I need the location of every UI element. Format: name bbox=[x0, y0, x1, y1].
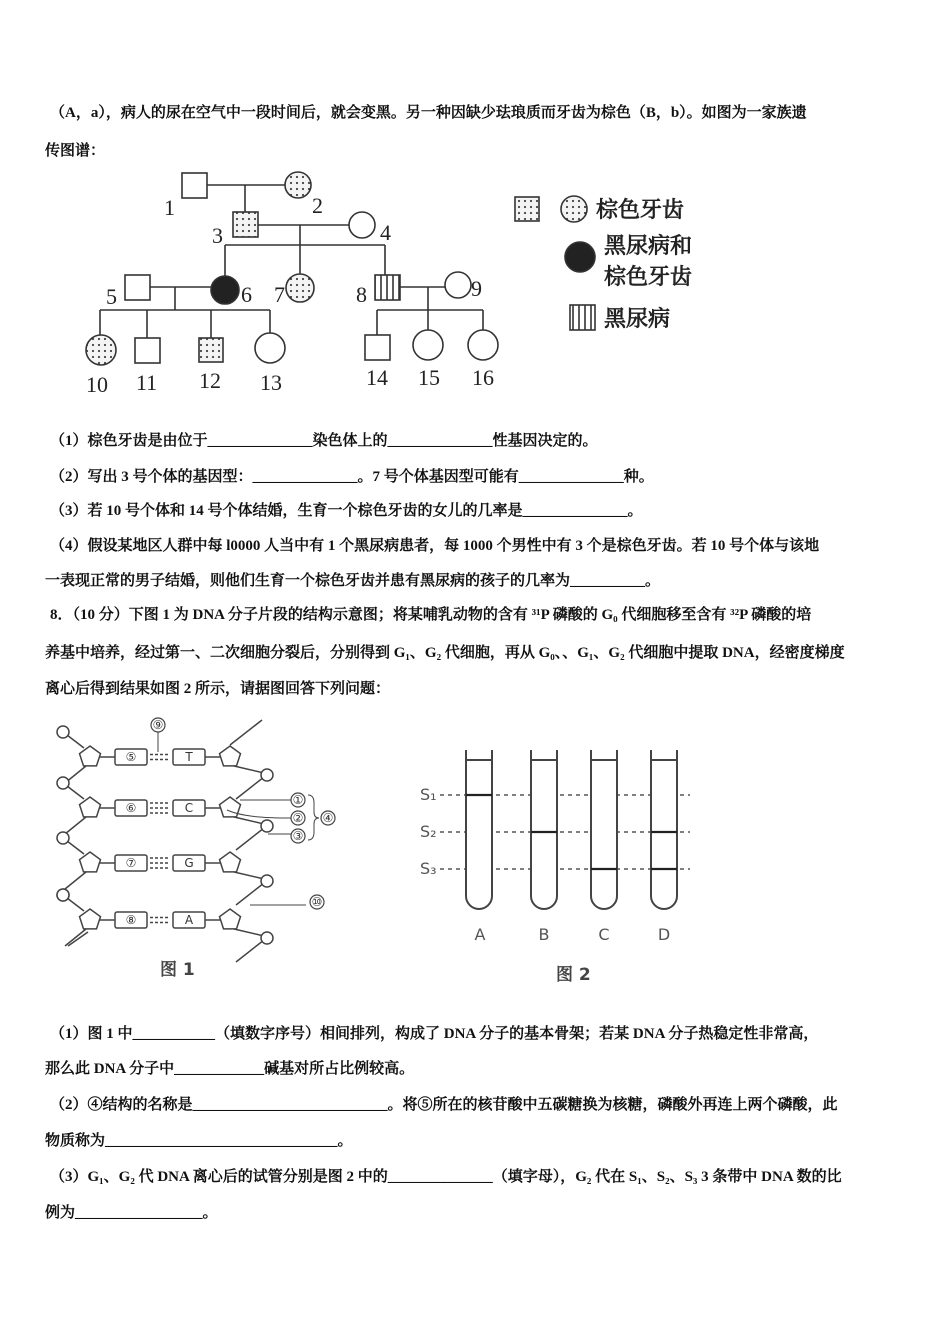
base-left-2: ⑥ bbox=[125, 801, 137, 815]
label-15: 15 bbox=[418, 365, 440, 390]
band-label-s3: S₃ bbox=[420, 859, 437, 878]
figure2-caption: 图 2 bbox=[556, 965, 591, 985]
label-6: 6 bbox=[241, 282, 252, 307]
text-line: （4）假设某地区人群中每 l0000 人当中有 1 个黑尿病患者，每 1000 个男性中有 3 个是棕色牙齿。若 10 号个体与该地 bbox=[50, 538, 820, 554]
callout-3: ③ bbox=[292, 829, 304, 843]
callout-4: ④ bbox=[322, 811, 334, 825]
test-tube bbox=[651, 750, 677, 909]
label-8: 8 bbox=[356, 282, 367, 307]
legend-brown-teeth: 棕色牙齿 bbox=[596, 198, 685, 223]
base-left-3: ⑦ bbox=[125, 856, 137, 870]
text-line: （3）G₁、G₂ 代 DNA 离心后的试管分别是图 2 中的______________（填字母），G₂ 代在 S₁、S₂、S₃ 3 条带中 DNA 数的比 bbox=[50, 1169, 842, 1185]
legend-both-line1: 黑尿病和 bbox=[604, 234, 693, 259]
label-7: 7 bbox=[274, 282, 285, 307]
text-line: 离心后得到结果如图 2 所示，请据图回答下列问题： bbox=[45, 681, 391, 697]
base-right-2: C bbox=[184, 801, 194, 815]
label-3: 3 bbox=[212, 223, 223, 248]
label-1: 1 bbox=[164, 195, 175, 220]
tube-label-c: C bbox=[598, 925, 610, 944]
text-line: 养基中培养，经过第一、二次细胞分裂后，分别得到 G₁、G₂ 代细胞，再从 G₀、、G₁、G₂ 代细胞中提取 DNA，经密度梯度 bbox=[45, 645, 845, 661]
label-4: 4 bbox=[380, 220, 391, 245]
label-13: 13 bbox=[260, 370, 282, 395]
text-line: 例为_________________。 bbox=[45, 1205, 218, 1221]
base-right-3: G bbox=[184, 856, 194, 870]
tube-label-b: B bbox=[538, 925, 550, 944]
label-9: 9 bbox=[471, 276, 482, 301]
label-12: 12 bbox=[199, 368, 221, 393]
text-line: 传图谱： bbox=[45, 143, 106, 159]
text-line: （1）棕色牙齿是由位于______________染色体上的______________性基因决定的。 bbox=[50, 433, 598, 449]
band-label-s2: S₂ bbox=[420, 822, 437, 841]
base-left-4: ⑧ bbox=[125, 913, 137, 927]
text-line: （1）图 1 中___________（填数字序号）相间排列，构成了 DNA 分子的基本骨架；若某 DNA 分子热稳定性非常高， bbox=[50, 1026, 819, 1042]
test-tube bbox=[591, 750, 617, 909]
label-11: 11 bbox=[136, 370, 158, 395]
callout-10: ⑩ bbox=[311, 895, 323, 909]
callout-9: ⑨ bbox=[152, 718, 164, 732]
base-right-4: A bbox=[184, 913, 194, 927]
text-line: 那么此 DNA 分子中____________碱基对所占比例较高。 bbox=[45, 1061, 415, 1077]
text-line: （2）④结构的名称是__________________________。将⑤所在的核苷酸中五碳糖换为核糖，磷酸外再连上两个磷酸，此 bbox=[50, 1097, 838, 1113]
callout-1: ① bbox=[292, 793, 304, 807]
text-line: （3）若 10 号个体和 14 号个体结婚，生育一个棕色牙齿的女儿的几率是______________。 bbox=[50, 503, 643, 519]
tube-label-a: A bbox=[474, 925, 486, 944]
figure1-caption: 图 1 bbox=[160, 960, 195, 980]
base-left-1: ⑤ bbox=[125, 750, 137, 764]
text-line: （A，a），病人的尿在空气中一段时间后，就会变黑。另一种因缺少珐琅质而牙齿为棕色（B，b）。如图为一家族遗 bbox=[50, 105, 807, 121]
text-line: 一表现正常的男子结婚，则他们生育一个棕色牙齿并患有黑尿病的孩子的几率为__________。 bbox=[45, 573, 661, 589]
callout-2: ② bbox=[292, 811, 304, 825]
legend-both-line2: 棕色牙齿 bbox=[604, 265, 693, 290]
text-line: 8．（10 分）下图 1 为 DNA 分子片段的结构示意图；将某哺乳动物的含有 ³¹P 磷酸的 G₀ 代细胞移至含有 ³²P 磷酸的培 bbox=[50, 607, 812, 623]
label-10: 10 bbox=[86, 372, 108, 397]
test-tube bbox=[531, 750, 557, 909]
text-line: （2）写出 3 号个体的基因型：______________。7 号个体基因型可能有______________种。 bbox=[50, 469, 654, 485]
label-2: 2 bbox=[312, 193, 323, 218]
legend-alkaptonuria: 黑尿病 bbox=[604, 307, 671, 332]
label-16: 16 bbox=[472, 365, 494, 390]
band-label-s1: S₁ bbox=[420, 785, 437, 804]
text-line: 物质称为_______________________________。 bbox=[45, 1133, 353, 1149]
label-14: 14 bbox=[366, 365, 388, 390]
test-tube bbox=[466, 750, 492, 909]
tube-label-d: D bbox=[657, 925, 671, 944]
base-right-1: T bbox=[185, 750, 193, 764]
label-5: 5 bbox=[106, 284, 117, 309]
